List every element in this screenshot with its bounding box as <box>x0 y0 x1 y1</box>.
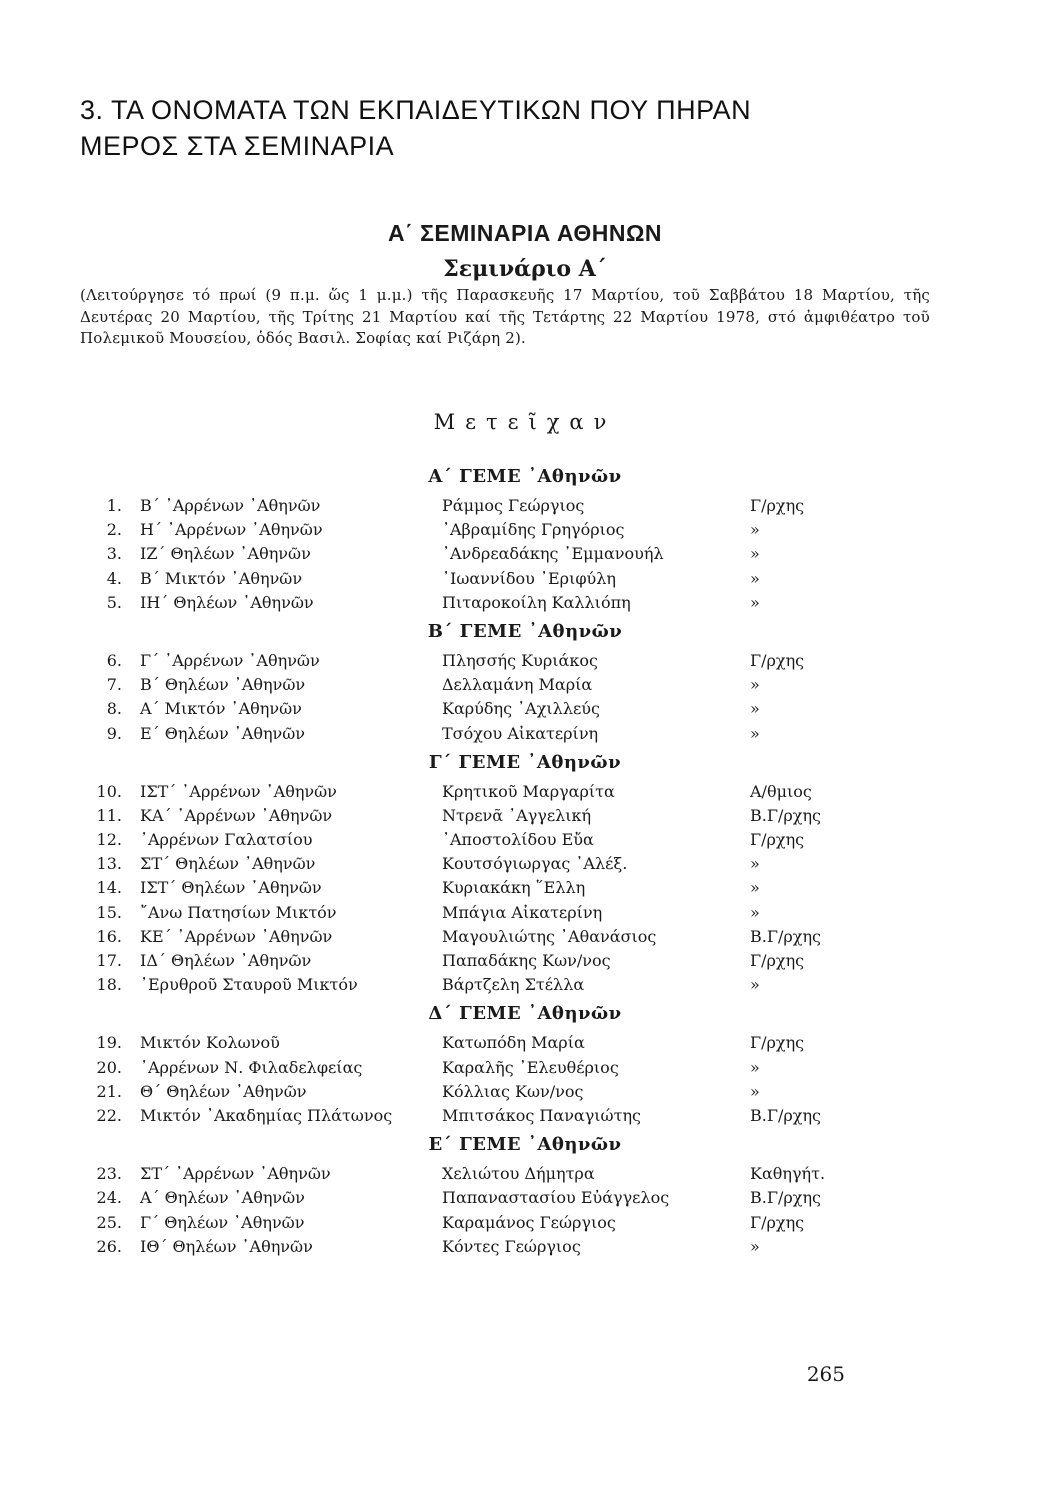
school-name: ΣΤ΄ ᾿Αρρένων ᾿Αθηνῶν <box>140 1164 331 1184</box>
teacher-name: Καρύδης ᾿Αχιλλεύς <box>442 699 600 719</box>
school-name: ῎Ανω Πατησίων Μικτόν <box>140 902 337 922</box>
geme-section-title: Ε΄ ΓΕΜΕ ᾿Αθηνῶν <box>428 1134 622 1156</box>
row-number: 13. <box>96 854 122 874</box>
geme-list <box>0 460 1050 1259</box>
row-number: 7. <box>106 675 122 695</box>
teacher-name: Κόντες Γεώργιος <box>442 1236 581 1256</box>
teacher-rank: Γ/ρχης <box>750 1212 805 1232</box>
row-number: 14. <box>96 878 122 898</box>
section-heading <box>80 92 980 164</box>
school-name: Ε΄ Θηλέων ᾿Αθηνῶν <box>140 723 306 743</box>
teacher-name: Βάρτζελη Στέλλα <box>442 975 585 995</box>
teacher-rank: Β.Γ/ρχης <box>750 926 821 946</box>
participant-row <box>0 901 1050 925</box>
teacher-name: Κυριακάκη ῞Ελλη <box>442 878 586 898</box>
teacher-rank: » <box>750 568 760 588</box>
row-number: 9. <box>106 723 122 743</box>
participant-row <box>0 1235 1050 1259</box>
participant-row <box>0 876 1050 900</box>
row-number: 11. <box>96 805 122 825</box>
teacher-rank: » <box>750 1057 760 1077</box>
seminar-description: (Λειτούργησε τό πρωί (9 π.μ. ὥς 1 μ.μ.) τῆς Παρασκευῆς 17 Μαρτίου, τοῦ Σαββάτου 18 Μαρτίου, τῆς Δευτέρας 20 Μαρτίου, τῆς Τρίτης 21 Μαρτίου καί τῆς Τετάρτης 22 Μαρτίου 1978, στό ἀμφιθέατρο τοῦ Πολεμικοῦ Μουσείου, ὁδός Βασιλ. Σοφίας καί Ριζάρη 2). <box>80 286 930 347</box>
teacher-rank: Α/θμιος <box>750 781 812 801</box>
participant-row <box>0 804 1050 828</box>
teacher-name: Μπάγια Αἰκατερίνη <box>442 902 603 922</box>
teacher-rank: » <box>750 902 760 922</box>
teacher-name: Ντρενᾶ ᾿Αγγελική <box>442 805 592 825</box>
row-number: 12. <box>96 830 122 850</box>
participant-row <box>0 1162 1050 1186</box>
school-name: Θ΄ Θηλέων ᾿Αθηνῶν <box>140 1081 307 1101</box>
row-number: 26. <box>96 1236 122 1256</box>
page-number: 265 <box>806 1362 845 1386</box>
participant-row <box>0 852 1050 876</box>
row-number: 8. <box>106 699 122 719</box>
teacher-rank: » <box>750 520 760 540</box>
teacher-name: Παπαναστασίου Εὐάγγελος <box>442 1188 670 1208</box>
participant-row <box>0 925 1050 949</box>
school-name: ΣΤ΄ Θηλέων ᾿Αθηνῶν <box>140 854 316 874</box>
participant-row <box>0 949 1050 973</box>
participant-row <box>0 542 1050 566</box>
participant-row <box>0 649 1050 673</box>
teacher-rank: » <box>750 1081 760 1101</box>
participant-row <box>0 567 1050 591</box>
school-name: ΙΗ΄ Θηλέων ᾿Αθηνῶν <box>140 592 314 612</box>
participant-row <box>0 1186 1050 1210</box>
participant-row <box>0 591 1050 615</box>
row-number: 10. <box>96 781 122 801</box>
teacher-rank: » <box>750 699 760 719</box>
teacher-name: ᾿Ανδρεαδάκης ᾿Εμμανουήλ <box>442 544 664 564</box>
row-number: 15. <box>96 902 122 922</box>
seminar-subtitle: Σεμινάριο Α΄ <box>443 256 607 282</box>
row-number: 3. <box>106 544 122 564</box>
participant-row <box>0 1056 1050 1080</box>
participants-label: Μετεῖχαν <box>433 410 617 434</box>
participant-row <box>0 780 1050 804</box>
teacher-rank: Γ/ρχης <box>750 1033 805 1053</box>
teacher-rank: » <box>750 723 760 743</box>
seminars-title: Α΄ ΣΕΜΙΝΑΡΙΑ ΑΘΗΝΩΝ <box>387 220 663 246</box>
teacher-name: ᾿Αβραμίδης Γρηγόριος <box>442 520 625 540</box>
section-heading-line-1: 3. ΤΑ ΟΝΟΜΑΤΑ ΤΩΝ ΕΚΠΑΙΔΕΥΤΙΚΩΝ ΠΟΥ ΠΗΡΑΝ <box>80 95 752 125</box>
teacher-name: Δελλαμάνη Μαρία <box>442 675 593 695</box>
section-heading-line-2: ΜΕΡΟΣ ΣΤΑ ΣΕΜΙΝΑΡΙΑ <box>80 131 395 161</box>
row-number: 22. <box>96 1105 122 1125</box>
participant-row <box>0 973 1050 997</box>
school-name: ᾿Αρρένων Ν. Φιλαδελφείας <box>140 1057 363 1077</box>
participant-row <box>0 673 1050 697</box>
row-number: 25. <box>96 1212 122 1232</box>
participant-row <box>0 1211 1050 1235</box>
teacher-rank: Γ/ρχης <box>750 830 805 850</box>
participant-row <box>0 494 1050 518</box>
teacher-rank: » <box>750 675 760 695</box>
teacher-name: Κόλλιας Κων/νος <box>442 1081 584 1101</box>
teacher-rank: » <box>750 878 760 898</box>
participant-row <box>0 1031 1050 1055</box>
teacher-name: Καραλῆς ᾿Ελευθέριος <box>442 1057 619 1077</box>
teacher-name: Κρητικοῦ Μαργαρίτα <box>442 781 615 801</box>
school-name: ΙΣΤ΄ Θηλέων ᾿Αθηνῶν <box>140 878 322 898</box>
teacher-name: Χελιώτου Δήμητρα <box>442 1164 595 1184</box>
teacher-name: ᾿Ιωαννίδου ᾿Εριφύλη <box>442 568 616 588</box>
teacher-name: Μπιτσάκος Παναγιώτης <box>442 1105 641 1125</box>
teacher-rank: » <box>750 975 760 995</box>
school-name: Β΄ Μικτόν ᾿Αθηνῶν <box>140 568 303 588</box>
teacher-rank: Β.Γ/ρχης <box>750 1105 821 1125</box>
row-number: 16. <box>96 926 122 946</box>
participant-row <box>0 518 1050 542</box>
teacher-name: Παπαδάκης Κων/νος <box>442 951 611 970</box>
geme-section-title: Α΄ ΓΕΜΕ ᾿Αθηνῶν <box>428 466 622 487</box>
row-number: 17. <box>96 951 122 970</box>
school-name: ΚΕ΄ ᾿Αρρένων ᾿Αθηνῶν <box>140 926 333 946</box>
teacher-name: Μαγουλιώτης ᾿Αθανάσιος <box>442 926 657 946</box>
school-name: Γ΄ ᾿Αρρένων ᾿Αθηνῶν <box>140 650 320 670</box>
participant-row <box>0 1104 1050 1128</box>
school-name: ΙΣΤ΄ ᾿Αρρένων ᾿Αθηνῶν <box>140 781 337 801</box>
teacher-name: Κατωπόδη Μαρία <box>442 1033 585 1053</box>
teacher-rank: » <box>750 592 760 612</box>
teacher-rank: Β.Γ/ρχης <box>750 805 821 825</box>
participant-row <box>0 722 1050 746</box>
teacher-rank: Γ/ρχης <box>750 951 805 970</box>
school-name: Γ΄ Θηλέων ᾿Αθηνῶν <box>140 1212 305 1232</box>
row-number: 4. <box>106 568 122 588</box>
teacher-name: Καραμάνος Γεώργιος <box>442 1212 616 1232</box>
school-name: ΚΑ΄ ᾿Αρρένων ᾿Αθηνῶν <box>140 805 333 825</box>
school-name: ΙΖ΄ Θηλέων ᾿Αθηνῶν <box>140 544 311 564</box>
school-name: Α΄ Θηλέων ᾿Αθηνῶν <box>140 1188 305 1208</box>
teacher-name: Τσόχου Αἰκατερίνη <box>442 723 599 743</box>
teacher-rank: » <box>750 544 760 564</box>
school-name: ᾿Αρρένων Γαλατσίου <box>140 830 313 850</box>
school-name: Β΄ ᾿Αρρένων ᾿Αθηνῶν <box>140 496 321 515</box>
row-number: 2. <box>106 520 122 540</box>
teacher-rank: » <box>750 1236 760 1256</box>
school-name: ΙΘ΄ Θηλέων ᾿Αθηνῶν <box>140 1236 313 1256</box>
row-number: 5. <box>106 592 122 612</box>
school-name: Η΄ ᾿Αρρένων ᾿Αθηνῶν <box>140 520 323 540</box>
school-name: ΙΔ΄ Θηλέων ᾿Αθηνῶν <box>140 951 312 970</box>
row-number: 19. <box>96 1033 122 1053</box>
participant-row <box>0 1080 1050 1104</box>
teacher-name: ᾿Αποστολίδου Εὔα <box>442 830 594 850</box>
row-number: 1. <box>106 496 122 515</box>
row-number: 18. <box>96 975 122 995</box>
school-name: ᾿Ερυθροῦ Σταυροῦ Μικτόν <box>140 975 358 995</box>
row-number: 24. <box>96 1188 122 1208</box>
school-name: Α΄ Μικτόν ᾿Αθηνῶν <box>140 699 302 719</box>
participant-row <box>0 697 1050 721</box>
row-number: 21. <box>96 1081 122 1101</box>
school-name: Μικτόν ᾿Ακαδημίας Πλάτωνος <box>140 1105 393 1125</box>
teacher-name: Πλησσής Κυριάκος <box>442 650 598 670</box>
geme-section-title: Δ΄ ΓΕΜΕ ᾿Αθηνῶν <box>428 1003 622 1025</box>
teacher-name: Πιταροκοίλη Καλλιόπη <box>442 592 631 612</box>
geme-section-title: Β΄ ΓΕΜΕ ᾿Αθηνῶν <box>427 620 623 642</box>
row-number: 23. <box>96 1164 122 1184</box>
school-name: Μικτόν Κολωνοῦ <box>140 1033 280 1053</box>
school-name: Β΄ Θηλέων ᾿Αθηνῶν <box>140 675 306 695</box>
teacher-rank: Γ/ρχης <box>750 650 805 670</box>
teacher-rank: Γ/ρχης <box>750 496 805 515</box>
teacher-rank: Καθηγήτ. <box>750 1164 826 1184</box>
teacher-rank: » <box>750 854 760 874</box>
participant-row <box>0 828 1050 852</box>
geme-section-title: Γ΄ ΓΕΜΕ ᾿Αθηνῶν <box>428 751 622 773</box>
teacher-name: Κουτσόγιωργας ᾿Αλέξ. <box>442 854 628 874</box>
teacher-name: Ράμμος Γεώργιος <box>442 496 585 515</box>
row-number: 6. <box>106 650 122 670</box>
teacher-rank: Β.Γ/ρχης <box>750 1188 821 1208</box>
row-number: 20. <box>96 1057 122 1077</box>
